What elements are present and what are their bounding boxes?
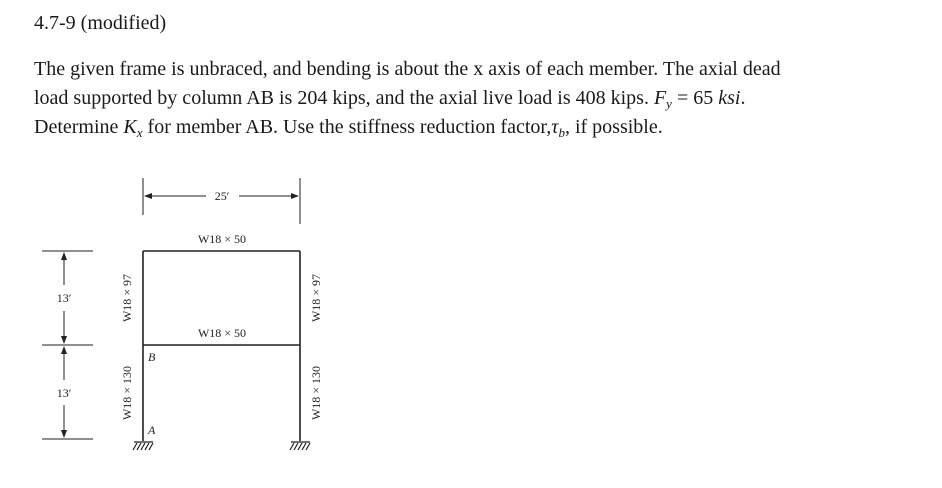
fy-equals: = 65: [671, 87, 719, 109]
left-lower-column-label: W18 × 130: [120, 365, 134, 421]
statement-line-3-start: Determine: [34, 116, 124, 138]
statement-line-2-end: .: [740, 87, 746, 109]
statement-line-2: [34, 84, 914, 113]
statement-line-1: The given frame is unbraced, and bending is about the x axis of each member. The axial dead: [34, 58, 781, 80]
statement-line-3: [34, 113, 914, 142]
right-lower-column-label: W18 × 130: [309, 365, 323, 421]
span-label: 25′: [214, 189, 230, 203]
left-upper-column-label: W18 × 97: [120, 273, 134, 323]
fy-subscript: y: [666, 96, 672, 111]
height-dimension: [42, 251, 93, 439]
problem-number: 4.7-9 (modified): [34, 12, 167, 34]
joint-a-label: A: [148, 423, 156, 437]
top-beam-label: W18 × 50: [197, 232, 247, 246]
lower-story-height-label: 13′: [56, 386, 72, 400]
left-fixed-support: [133, 442, 153, 450]
kx-subscript: x: [136, 125, 143, 140]
problem-statement: [34, 55, 914, 142]
statement-line-2-text: load supported by column AB is 204 kips, and the axial live load is 408 kips.: [34, 87, 654, 109]
statement-line-3-mid: for member AB. Use the stiffness reduction factor,: [142, 116, 552, 138]
kx-symbol: K: [123, 116, 137, 138]
frame-members: [143, 251, 300, 441]
fy-unit: ksi: [718, 87, 741, 109]
joint-b-label: B: [148, 350, 156, 364]
fy-symbol: F: [653, 87, 667, 109]
right-fixed-support: [290, 442, 310, 450]
statement-line-3-end: , if possible.: [564, 116, 663, 138]
upper-story-height-label: 13′: [56, 291, 72, 305]
mid-beam-label: W18 × 50: [197, 326, 247, 340]
tau-subscript: b: [558, 125, 565, 140]
tau-symbol: τ: [551, 116, 559, 138]
span-dimension: [143, 178, 300, 224]
right-upper-column-label: W18 × 97: [309, 273, 323, 323]
